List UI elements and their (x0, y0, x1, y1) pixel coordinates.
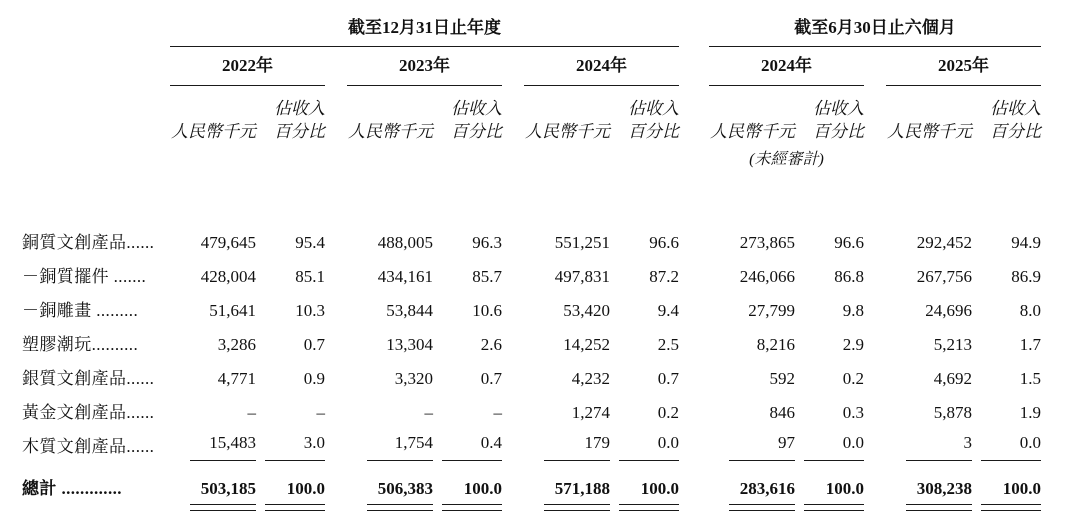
total-value (442, 479, 502, 511)
total-row (22, 464, 1041, 529)
row-label: －銅雕畫 ......... (22, 300, 139, 320)
note-spacer (864, 147, 1041, 178)
table-row (22, 328, 1041, 362)
column-gap (502, 464, 524, 529)
value-cell (886, 430, 972, 464)
label-column-spacer (22, 47, 170, 86)
period-group-header-row (22, 10, 1041, 47)
value-cell: 4,232 (571, 368, 610, 388)
total-value-text: 100.0 (265, 479, 325, 505)
total-value (544, 479, 610, 511)
column-gap (864, 47, 886, 86)
column-gap (864, 260, 886, 294)
column-gap (864, 328, 886, 362)
double-underline (981, 505, 1041, 511)
value-cell: 8.0 (1019, 300, 1042, 320)
column-gap (502, 430, 524, 464)
total-value-text: 100.0 (442, 479, 502, 505)
value-cell: 87.2 (649, 266, 679, 286)
total-value-text: 503,185 (190, 479, 256, 505)
underlined-value: 179 (544, 433, 610, 460)
value-cell (972, 430, 1041, 464)
column-gap (502, 396, 524, 430)
year-2024: 2024年 (524, 47, 679, 86)
value-cell: 497,831 (554, 266, 610, 286)
period-group-interim: 截至6月30日止六個月 (709, 10, 1041, 47)
value-cell: 4,771 (217, 368, 256, 388)
value-cell: 846 (769, 402, 795, 422)
section-gap (679, 464, 709, 529)
value-cell: 2.5 (657, 334, 679, 354)
sub-header-row (22, 86, 1041, 148)
amount-header: 人民幣千元 (525, 122, 610, 142)
value-cell: 9.8 (842, 300, 864, 320)
column-gap (325, 260, 347, 294)
section-gap (679, 430, 709, 464)
total-value (190, 479, 256, 511)
value-cell: 3,320 (394, 368, 433, 388)
table-row (22, 396, 1041, 430)
section-gap (679, 294, 709, 328)
total-row-label: 總計 ............. (22, 479, 122, 498)
table-row (22, 260, 1041, 294)
total-value-cell (610, 464, 679, 529)
year-2022: 2022年 (170, 47, 325, 86)
column-gap (502, 294, 524, 328)
value-cell: 5,878 (933, 402, 972, 422)
value-cell: 1.5 (1019, 368, 1042, 388)
total-value-cell (170, 464, 256, 529)
value-cell: 14,252 (563, 334, 610, 354)
column-gap (502, 328, 524, 362)
total-value (729, 479, 795, 511)
column-gap (502, 362, 524, 396)
column-gap (325, 362, 347, 396)
value-cell: 592 (769, 368, 795, 388)
total-value (906, 479, 972, 511)
value-cell: 85.1 (295, 266, 325, 286)
total-value-text: 308,238 (906, 479, 972, 505)
column-gap (325, 430, 347, 464)
total-value-cell (886, 464, 972, 529)
amount-header: 人民幣千元 (171, 122, 256, 142)
total-value-text: 100.0 (804, 479, 864, 505)
total-value (367, 479, 433, 511)
value-cell: 488,005 (377, 232, 433, 252)
double-underline (265, 505, 325, 511)
section-gap (679, 86, 709, 148)
total-value-cell (433, 464, 502, 529)
value-cell: 292,452 (916, 232, 972, 252)
value-cell: 1.7 (1019, 334, 1042, 354)
value-cell: 96.6 (649, 232, 679, 252)
value-cell: 0.7 (303, 334, 325, 354)
year-2023: 2023年 (347, 47, 502, 86)
underlined-value: 1,754 (367, 433, 433, 460)
value-cell: 96.3 (472, 232, 502, 252)
double-underline (804, 505, 864, 511)
amount-header: 人民幣千元 (887, 122, 972, 142)
double-underline (190, 505, 256, 511)
table-body (22, 226, 1041, 529)
value-cell: – (493, 402, 502, 422)
note-spacer (22, 147, 709, 178)
double-underline (367, 505, 433, 511)
table-row (22, 430, 1041, 464)
column-gap (864, 226, 886, 260)
value-cell: 0.2 (657, 402, 679, 422)
value-cell: 86.9 (1011, 266, 1042, 286)
value-cell: 267,756 (916, 266, 972, 286)
column-gap (864, 430, 886, 464)
unaudited-note-row (22, 147, 1041, 178)
total-value-cell (524, 464, 610, 529)
column-gap (325, 396, 347, 430)
total-value-text: 283,616 (729, 479, 795, 505)
section-gap (679, 396, 709, 430)
total-value-cell (256, 464, 325, 529)
value-cell: 53,420 (563, 300, 610, 320)
row-label: －銅質擺件 ....... (22, 266, 147, 286)
value-cell: – (424, 402, 433, 422)
double-underline (442, 505, 502, 511)
value-cell: 8,216 (756, 334, 795, 354)
total-value-cell (347, 464, 433, 529)
value-cell: 95.4 (295, 232, 325, 252)
column-gap (325, 294, 347, 328)
underlined-value: 97 (729, 433, 795, 460)
value-cell: 3,286 (217, 334, 256, 354)
value-cell: 1.9 (1019, 402, 1042, 422)
pct-header: 佔收入 百分比 (990, 99, 1042, 142)
double-underline (619, 505, 679, 511)
value-cell: 9.4 (657, 300, 679, 320)
row-label: 塑膠潮玩.......... (22, 334, 139, 354)
column-gap (864, 362, 886, 396)
underlined-value: 15,483 (190, 433, 256, 460)
value-cell (795, 430, 864, 464)
header-body-spacer-row (22, 178, 1041, 226)
column-gap (502, 226, 524, 260)
value-cell (347, 430, 433, 464)
value-cell: 2.9 (842, 334, 864, 354)
total-value (619, 479, 679, 511)
value-cell: 86.8 (834, 266, 864, 286)
table-row (22, 362, 1041, 396)
value-cell: 94.9 (1011, 232, 1042, 252)
column-gap (502, 86, 524, 148)
value-cell: 13,304 (386, 334, 433, 354)
section-gap (679, 226, 709, 260)
section-gap (679, 47, 709, 86)
column-gap (325, 47, 347, 86)
value-cell: 0.2 (842, 368, 864, 388)
amount-header: 人民幣千元 (710, 122, 795, 142)
row-label: 銅質文創產品...... (22, 232, 155, 252)
year-2025-interim: 2025年 (886, 47, 1041, 86)
row-label: 銀質文創產品...... (22, 368, 155, 388)
revenue-breakdown-table (22, 10, 1041, 529)
value-cell: 2.6 (480, 334, 502, 354)
value-cell (170, 430, 256, 464)
year-2024-interim: 2024年 (709, 47, 864, 86)
value-cell (256, 430, 325, 464)
value-cell: 273,865 (739, 232, 795, 252)
value-cell: 53,844 (386, 300, 433, 320)
total-value-cell (972, 464, 1041, 529)
value-cell: 96.6 (834, 232, 864, 252)
underlined-value: 0.4 (442, 433, 502, 460)
row-label: 黃金文創產品...... (22, 402, 155, 422)
section-gap (679, 260, 709, 294)
pct-header: 佔收入 百分比 (813, 99, 864, 142)
pct-header: 佔收入 百分比 (628, 99, 679, 142)
total-value-cell (709, 464, 795, 529)
column-gap (325, 464, 347, 529)
value-cell: 27,799 (748, 300, 795, 320)
total-value (981, 479, 1041, 511)
label-column-spacer (22, 10, 170, 47)
value-cell: 0.7 (480, 368, 502, 388)
total-value (265, 479, 325, 511)
value-cell: 24,696 (925, 300, 972, 320)
total-value-cell (795, 464, 864, 529)
value-cell (610, 430, 679, 464)
value-cell: 551,251 (554, 232, 610, 252)
total-value-text: 100.0 (619, 479, 679, 505)
value-cell: 5,213 (933, 334, 972, 354)
underlined-value: 3.0 (265, 433, 325, 460)
value-cell: 246,066 (739, 266, 795, 286)
column-gap (325, 226, 347, 260)
column-gap (864, 396, 886, 430)
label-column-spacer (22, 86, 170, 148)
column-gap (325, 328, 347, 362)
table-row (22, 226, 1041, 260)
column-gap (864, 464, 886, 529)
pct-header: 佔收入 百分比 (274, 99, 325, 142)
value-cell: 51,641 (209, 300, 256, 320)
spacer (22, 178, 1041, 226)
value-cell: – (247, 402, 256, 422)
section-gap (679, 10, 709, 47)
total-value (804, 479, 864, 511)
double-underline (729, 505, 795, 511)
value-cell: 85.7 (472, 266, 502, 286)
value-cell (433, 430, 502, 464)
total-value-text: 100.0 (981, 479, 1041, 505)
value-cell: 0.3 (842, 402, 864, 422)
double-underline (906, 505, 972, 511)
pct-header: 佔收入 百分比 (451, 99, 502, 142)
row-label: 木質文創產品...... (22, 436, 155, 456)
value-cell: 0.9 (303, 368, 325, 388)
value-cell: 428,004 (200, 266, 256, 286)
value-cell: 1,274 (571, 402, 610, 422)
value-cell: 434,161 (377, 266, 433, 286)
unaudited-note: (未經審計) (749, 151, 824, 168)
value-cell (709, 430, 795, 464)
year-header-row (22, 47, 1041, 86)
period-group-annual: 截至12月31日止年度 (170, 10, 679, 47)
total-value-text: 571,188 (544, 479, 610, 505)
section-gap (679, 328, 709, 362)
section-gap (679, 362, 709, 396)
column-gap (502, 260, 524, 294)
underlined-value: 3 (906, 433, 972, 460)
value-cell: 479,645 (200, 232, 256, 252)
value-cell: 0.7 (657, 368, 679, 388)
value-cell: – (316, 402, 325, 422)
column-gap (325, 86, 347, 148)
value-cell: 10.6 (472, 300, 502, 320)
amount-header: 人民幣千元 (348, 122, 433, 142)
underlined-value: 0.0 (981, 433, 1041, 460)
value-cell (524, 430, 610, 464)
total-value-text: 506,383 (367, 479, 433, 505)
underlined-value: 0.0 (619, 433, 679, 460)
column-gap (864, 294, 886, 328)
value-cell: 4,692 (933, 368, 972, 388)
value-cell: 10.3 (295, 300, 325, 320)
table-row (22, 294, 1041, 328)
double-underline (544, 505, 610, 511)
column-gap (502, 47, 524, 86)
underlined-value: 0.0 (804, 433, 864, 460)
column-gap (864, 86, 886, 148)
